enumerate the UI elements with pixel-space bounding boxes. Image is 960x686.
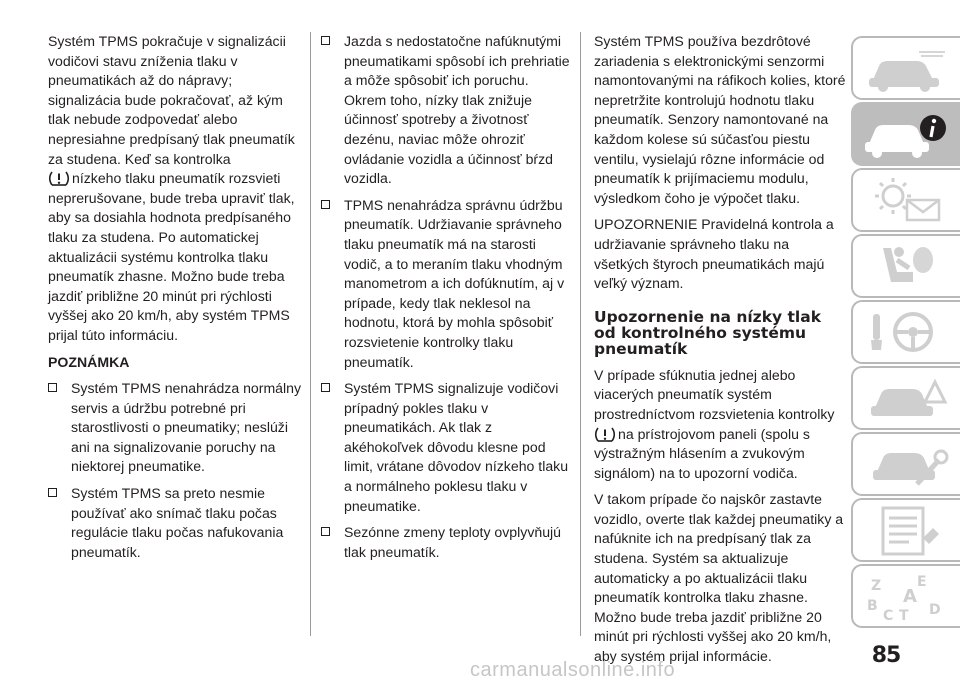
index-letter: D	[929, 602, 941, 618]
paragraph	[48, 32, 306, 346]
car-breakdown-icon	[861, 372, 951, 424]
checkbox-bullet-icon	[321, 527, 330, 536]
alphabetical-index-icon	[861, 570, 951, 622]
index-letter: A	[903, 586, 917, 607]
bullet-item	[321, 523, 573, 562]
paragraph	[594, 366, 846, 484]
steering-key-icon	[861, 306, 951, 358]
tire-pressure-warning-icon	[48, 171, 70, 186]
tab-index[interactable]	[851, 564, 960, 628]
tab-warning-lights[interactable]	[851, 168, 960, 232]
paragraph-text: nízkeho tlaku pneumatík rozsvieti neprerušovane, bude treba upraviť tlak, aby sa dosiahla hodnota predpísaného tlaku za studena. Po automatickej aktualizácii systému kontrolka tlaku pneumatík zhasne. Možno bude treba jazdiť približne 20 minút pri rýchlosti vyššej ako 20 km/h, aby systém TPMS prijal túto informáciu.	[48, 170, 295, 343]
tire-pressure-warning-icon	[594, 427, 616, 442]
bullet-text: TPMS nenahrádza správnu údržbu pneumatík. Udržiavanie správneho tlaku pneumatík má na starosti vodič, a to meraním tlaku vhodným manometrom a ich dofúknutím, aj v prípade, kedy tlak neklesol na hodnotu, ktorá by mohla spôsobiť rozsvietenie kontrolky tlaku pneumatík.	[344, 196, 565, 370]
bullet-item	[321, 379, 573, 516]
tab-starting-driving[interactable]	[851, 300, 960, 364]
checkbox-bullet-icon	[48, 488, 57, 497]
airbag-seat-icon	[861, 240, 951, 292]
paragraph-text: Systém TPMS pokračuje v signalizácii vodičovi stavu zníženia tlaku v pneumatikách až do nápravy; signalizácia bude pokračovať, až kým tlak nebude zodpovedať alebo nepresiahne predpísaný tlak pneumatík za studena. Keď sa kontrolka	[48, 33, 295, 167]
tab-airbag-safety[interactable]	[851, 234, 960, 298]
index-letter: E	[917, 574, 927, 590]
column-divider	[580, 32, 581, 636]
bullet-item	[321, 196, 573, 372]
checkbox-bullet-icon	[48, 383, 57, 392]
column-divider	[310, 32, 311, 636]
bullet-item	[48, 484, 306, 562]
tab-car-dashboard[interactable]	[851, 36, 960, 100]
bullet-text: Systém TPMS signalizuje vodičovi prípadný pokles tlaku v pneumatikách. Ak tlak z akéhokoľvek dôvodu klesne pod limit, vrátane dôvodov nízkeho tlaku a normálneho poklesu tlaku v pneumatike.	[344, 380, 569, 514]
checkbox-bullet-icon	[321, 36, 330, 45]
paragraph: V takom prípade čo najskôr zastavte vozidlo, overte tlak každej pneumatiky a nafúknite ich na predpísaný tlak za studena. Systém sa aktualizuje automaticky a po aktualizácii tlaku pneumatík kontrolka tlaku zhasne. Možno bude treba jazdiť približne 20 minút pri rýchlosti vyššej ako 20 km/h, aby systém prijal informácie.	[594, 491, 844, 665]
paragraph-text: V prípade sfúknutia jednej alebo viacerých pneumatík systém prostredníctvom rozsvietenia kontrolky	[594, 366, 835, 422]
index-letter: C	[883, 608, 894, 622]
checkbox-bullet-icon	[321, 200, 330, 209]
tab-in-an-emergency[interactable]	[851, 366, 960, 430]
text-column-left	[48, 32, 306, 569]
bullet-text: Sezónne zmeny teploty ovplyvňujú tlak pneumatík.	[344, 524, 562, 560]
technical-data-icon	[861, 504, 951, 556]
paragraph: UPOZORNENIE Pravidelná kontrola a udržiavanie správneho tlaku na všetkých štyroch pneumatikách majú veľký význam.	[594, 216, 834, 292]
index-letter: T	[899, 608, 909, 622]
section-heading: Upozornenie na nízky tlak od kontrolného systému pneumatík	[594, 307, 822, 358]
index-letter: B	[867, 598, 878, 614]
tab-servicing-care[interactable]	[851, 432, 960, 496]
paragraph: Systém TPMS používa bezdrôtové zariadenia s elektronickými senzormi namontovanými na ráfikoch kolies, ktoré nepretržite kontrolujú hodnotu tlaku pneumatík. Senzory namontované na každom kolese sú súčasťou piestu ventilu, vysielajú rôzne informácie od pneumatík k prijímaciemu modulu, výsledkom čoho je výpočet tlaku.	[594, 33, 846, 206]
note-heading: POZNÁMKA	[48, 353, 130, 370]
car-info-icon	[861, 108, 951, 160]
car-service-wrench-icon	[861, 438, 951, 490]
bullet-text: Systém TPMS nenahrádza normálny servis a údržbu potrebné pri starostlivosti o pneumatiky; neslúži ani na signalizovanie poruchy na niektorej pneumatike.	[71, 380, 302, 475]
text-column-middle	[321, 32, 573, 569]
bullet-text: Jazda s nedostatočne nafúknutými pneumatikami spôsobí ich prehriatie a môže spôsobiť ich poruchu. Okrem toho, nízky tlak znižuje účinnosť spotreby a životnosť dezénu, naviac môže ohroziť ovládanie vozidla a účinnosť bŕzd vozidla.	[344, 33, 570, 187]
bullet-item	[321, 32, 573, 189]
watermark-text: carmanualsonline.info	[470, 659, 676, 681]
page-number: 85	[871, 643, 901, 668]
index-letter: Z	[871, 578, 882, 594]
checkbox-bullet-icon	[321, 383, 330, 392]
tab-car-info[interactable]	[851, 102, 960, 166]
text-column-right	[594, 32, 846, 674]
car-dashboard-icon	[861, 42, 951, 94]
tab-technical-data[interactable]	[851, 498, 960, 562]
bullet-item	[48, 379, 306, 477]
bullet-text: Systém TPMS sa preto nesmie používať ako snímač tlaku počas regulácie tlaku počas nafukovania pneumatík.	[71, 485, 284, 560]
paragraph-text: na prístrojovom paneli (spolu s výstražným hlásením a zvukovým signálom) na to upozorní vodiča.	[594, 425, 810, 481]
warning-lights-message-icon	[861, 174, 951, 226]
